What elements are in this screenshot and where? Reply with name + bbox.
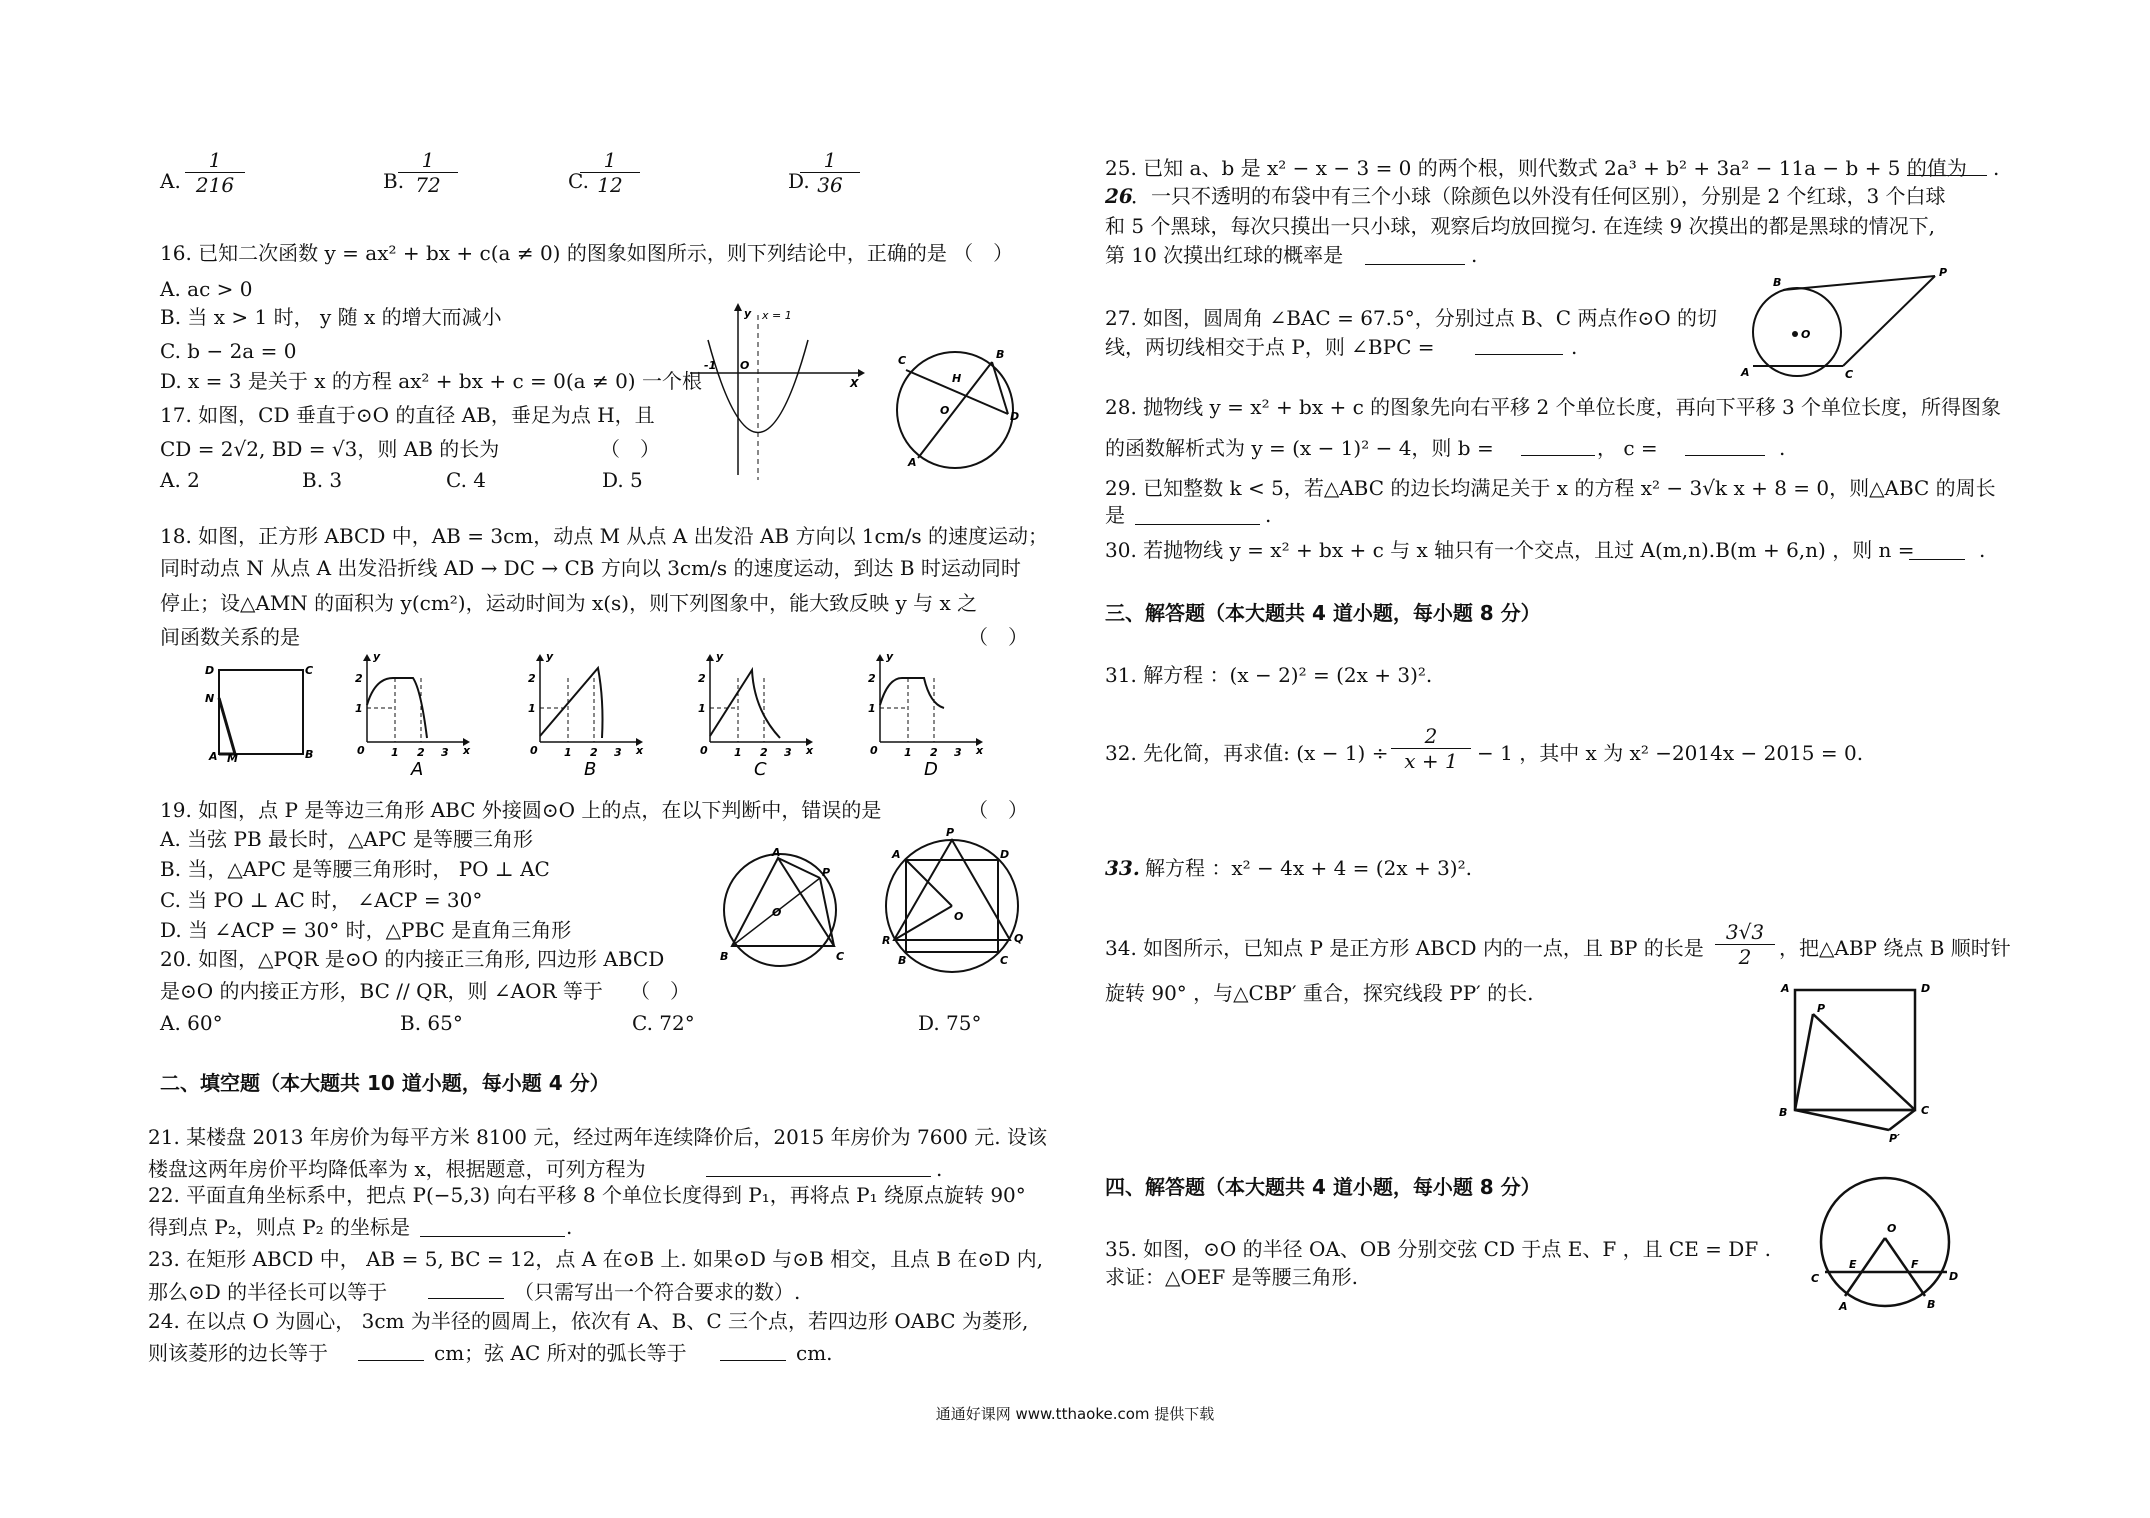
q17-line1: 17. 如图，CD 垂直于⊙O 的直径 AB，垂足为点 H，且 [160, 403, 655, 427]
q20-circle-diagram [880, 826, 1030, 980]
footer-text: 通通好课网 www.tthaoke.com 提供下载 [935, 1405, 1215, 1423]
q28-answer-blank-c[interactable] [1685, 455, 1765, 456]
q18-sq-a: A [209, 750, 218, 763]
q18-graph-x-label: x [806, 744, 814, 757]
q18-graph-b [528, 650, 648, 780]
q27-label-c: C [1845, 368, 1854, 381]
q27-line2: 线，两切线相交于点 P，则 ∠BPC = [1105, 335, 1435, 359]
q24-unit2: cm. [796, 1341, 833, 1365]
q34-square-diagram [1765, 980, 1945, 1145]
q18-graph-tick-x1: 1 [904, 746, 912, 759]
q18-graph-tick-y2: 2 [528, 672, 536, 685]
q20-option-b: B. 65° [400, 1011, 463, 1035]
q18-square-diagram [205, 662, 315, 765]
q15-b-num: 1 [398, 148, 458, 173]
q28-mid: ， c = [1597, 436, 1658, 460]
q35-label-e: E [1849, 1258, 1857, 1271]
q17-label-c: C [898, 354, 907, 367]
q22-answer-blank[interactable] [420, 1236, 565, 1237]
q20-line2: 是⊙O 的内接正方形，BC // QR，则 ∠AOR 等于 [160, 979, 603, 1003]
q27-answer-blank[interactable] [1475, 354, 1563, 355]
q18-line1: 18. 如图，正方形 ABCD 中，AB = 3cm，动点 M 从点 A 出发沿 AB 方向以 1cm/s 的速度运动； [160, 524, 1049, 548]
q17-option-b: B. 3 [302, 468, 343, 492]
q27-tangent-diagram [1735, 266, 1965, 381]
q16-graph-line-label: x = 1 [762, 309, 792, 322]
q15-option-d-fraction [800, 148, 860, 197]
q22-line1: 22. 平面直角坐标系中，把点 P(−5,3) 向右平移 8 个单位长度得到 P₁，再将点 P₁ 绕原点旋转 90° [148, 1183, 1026, 1207]
q19-option-b: B. 当，△APC 是等腰三角形时， PO ⊥ AC [160, 857, 550, 881]
q16-graph-minus1: -1 [704, 359, 717, 372]
q18-graph-name-d: D [924, 759, 938, 780]
q19-label-p: P [822, 866, 831, 879]
q30-text: 30. 若抛物线 y = x² + bx + c 与 x 轴只有一个交点，且过 A(m,n).B(m + 6,n) ，则 n = [1105, 538, 1915, 562]
q18-graph-name-c: C [754, 759, 767, 780]
q18-graph-tick-y2: 2 [698, 672, 706, 685]
q18-graph-tick-x2: 2 [930, 746, 938, 759]
q20-label-o: O [954, 910, 964, 923]
q19-label-b: B [720, 950, 729, 963]
q22-line2: 得到点 P₂，则点 P₂ 的坐标是 [148, 1215, 411, 1239]
q18-paren: （ ） [968, 625, 1028, 649]
q18-sq-m: M [227, 752, 238, 765]
q18-graph-tick-x3: 3 [441, 746, 449, 759]
q18-graph-x-label: x [976, 744, 984, 757]
q33-number: 33. [1105, 856, 1140, 880]
q34-line2: 旋转 90° ，与△CBP′ 重合，探究线段 PP′ 的长. [1105, 981, 1534, 1005]
q29-line2: 是 [1105, 503, 1125, 527]
q35-line2: 求证：△OEF 是等腰三角形. [1105, 1265, 1358, 1289]
q23-answer-blank[interactable] [428, 1298, 504, 1299]
q20-label-p: P [946, 826, 955, 839]
q20-option-d: D. 75° [918, 1011, 982, 1035]
q35-label-c: C [1811, 1272, 1820, 1285]
q24-answer-blank-1[interactable] [358, 1360, 424, 1361]
q23-line1: 23. 在矩形 ABCD 中， AB = 5, BC = 12，点 A 在⊙B 上. 如果⊙D 与⊙B 相交，且点 B 在⊙D 内, [148, 1247, 1043, 1271]
q16-option-d: D. x = 3 是关于 x 的方程 ax² + bx + c = 0(a ≠ 0) 一个根 [160, 369, 702, 393]
q19-option-c: C. 当 PO ⊥ AC 时， ∠ACP = 30° [160, 888, 483, 912]
q16-graph-y-label: y [744, 307, 752, 320]
q35-line1: 35. 如图，⊙O 的半径 OA、OB 分别交弦 CD 于点 E、F ，且 CE = DF . [1105, 1237, 1771, 1261]
q15-a-den: 216 [195, 173, 235, 197]
q29-answer-blank[interactable] [1135, 524, 1260, 525]
section4-heading: 四、解答题（本大题共 4 道小题，每小题 8 分） [1105, 1175, 1541, 1199]
q20-paren: （ ） [630, 979, 690, 1003]
q18-line2: 同时动点 N 从点 A 出发沿折线 AD → DC → CB 方向以 3cm/s 的速度运动，到达 B 时运动同时 [160, 556, 1021, 580]
q34-label-b: B [1779, 1106, 1788, 1119]
q19-circle-diagram [720, 846, 850, 970]
q20-option-a: A. 60° [160, 1011, 223, 1035]
q19-option-d: D. 当 ∠ACP = 30° 时，△PBC 是直角三角形 [160, 918, 572, 942]
q34-label-d: D [1921, 982, 1931, 995]
q19-label-o: O [772, 906, 782, 919]
q18-graph-tick-x1: 1 [391, 746, 399, 759]
q20-label-a: A [892, 848, 901, 861]
q18-graph-tick-y2: 2 [868, 672, 876, 685]
q18-sq-d: D [205, 664, 215, 677]
q16-graph-x-label: X [850, 377, 859, 390]
q34-num: 3√3 [1715, 920, 1775, 945]
q15-a-num: 1 [185, 148, 245, 173]
q15-option-b-fraction [398, 148, 458, 197]
section3-heading: 三、解答题（本大题共 4 道小题，每小题 8 分） [1105, 601, 1541, 625]
q17-label-o: O [940, 404, 950, 417]
q23-line2: 那么⊙D 的半径长可以等于 [148, 1280, 388, 1304]
q34-pre: 34. 如图所示，已知点 P 是正方形 ABCD 内的一点，且 BP 的长是 [1105, 936, 1704, 960]
q15-b-den: 72 [415, 173, 441, 197]
q28-end: . [1779, 436, 1786, 460]
q20-label-b: B [898, 954, 907, 967]
q16-option-b: B. 当 x > 1 时， y 随 x 的增大而减小 [160, 305, 502, 329]
q20-label-d: D [1000, 848, 1010, 861]
q18-line3: 停止；设△AMN 的面积为 y(cm²)，运动时间为 x(s)，则下列图象中，能大致反映 y 与 x 之 [160, 591, 978, 615]
q16-graph-o: O [740, 359, 750, 372]
q32-den: x + 1 [1404, 749, 1458, 773]
q21-end: . [936, 1157, 943, 1181]
q27-line1: 27. 如图，圆周角 ∠BAC = 67.5°，分别过点 B、C 两点作⊙O 的切 [1105, 306, 1717, 330]
q18-graph-tick-x2: 2 [417, 746, 425, 759]
q19-label-a: A [772, 846, 781, 859]
q18-graph-tick-y1: 1 [355, 702, 363, 715]
q27-label-o: O [1801, 328, 1811, 341]
q34-fraction [1715, 920, 1775, 969]
q18-graph-c [698, 650, 818, 780]
q18-graph-origin: 0 [700, 744, 708, 757]
section2-heading: 二、填空题（本大题共 10 道小题，每小题 4 分） [160, 1071, 610, 1095]
q27-label-p: P [1939, 266, 1948, 279]
q19-label-c: C [836, 950, 845, 963]
q23-line2b: （只需写出一个符合要求的数）. [514, 1280, 801, 1304]
q18-graph-tick-x1: 1 [734, 746, 742, 759]
q18-graph-name-a: A [411, 759, 424, 780]
q32-pre: 32. 先化简，再求值: (x − 1) ÷ [1105, 741, 1389, 765]
q15-option-a-label: A. [160, 169, 181, 193]
q17-option-a: A. 2 [160, 468, 200, 492]
q32-post: − 1 ，其中 x 为 x² −2014x − 2015 = 0. [1477, 741, 1864, 765]
q22-end: . [566, 1215, 573, 1239]
q18-graph-tick-y1: 1 [698, 702, 706, 715]
q18-graph-tick-x2: 2 [590, 746, 598, 759]
q18-graph-tick-x3: 3 [784, 746, 792, 759]
q32-num: 2 [1391, 724, 1471, 749]
q18-graph-y-label: y [716, 650, 724, 663]
q29-end: . [1265, 503, 1272, 527]
q17-label-h: H [952, 372, 962, 385]
q17-paren: （ ） [600, 437, 660, 461]
q26-answer-blank[interactable] [1365, 264, 1465, 265]
q21-line2: 楼盘这两年房价平均降低率为 x，根据题意，可列方程为 [148, 1157, 646, 1181]
q30-end: . [1979, 538, 1986, 562]
q15-option-c-label: C. [568, 169, 589, 193]
q24-answer-blank-2[interactable] [720, 1360, 786, 1361]
q18-graph-tick-y1: 1 [528, 702, 536, 715]
q17-option-c: C. 4 [446, 468, 487, 492]
q20-label-c: C [1000, 954, 1009, 967]
q18-graph-x-label: x [463, 744, 471, 757]
q27-label-b: B [1773, 276, 1782, 289]
q15-option-d-label: D. [788, 169, 810, 193]
q18-graph-a [355, 650, 475, 780]
q15-c-num: 1 [580, 148, 640, 173]
q18-graph-origin: 0 [530, 744, 538, 757]
q18-sq-c: C [305, 664, 314, 677]
q18-graph-origin: 0 [870, 744, 878, 757]
q24-unit1: cm；弦 AC 所对的弧长等于 [434, 1341, 687, 1365]
q35-label-d: D [1949, 1270, 1959, 1283]
q35-label-a: A [1839, 1300, 1848, 1313]
q24-line2: 则该菱形的边长等于 [148, 1341, 328, 1365]
q26-line2: 和 5 个黑球，每次只摸出一只小球，观察后均放回搅匀. 在连续 9 次摸出的都是黑球的情况下, [1105, 214, 1935, 238]
q25-text: 25. 已知 a、b 是 x² − x − 3 = 0 的两个根，则代数式 2a³ + b² + 3a² − 11a − b + 5 的值为 [1105, 156, 1967, 180]
q34-post: ，把△ABP 绕点 B 顺时针 [1779, 936, 2011, 960]
q15-c-den: 12 [597, 173, 623, 197]
q17-line2: CD = 2√2, BD = √3，则 AB 的长为 [160, 437, 500, 461]
q27-end: . [1571, 335, 1578, 359]
q15-option-a-fraction [185, 148, 245, 197]
q18-graph-x-label: x [636, 744, 644, 757]
q34-den: 2 [1738, 945, 1752, 969]
q16-option-c: C. b − 2a = 0 [160, 339, 297, 363]
q30-answer-blank[interactable] [1909, 559, 1965, 560]
q28-answer-blank-b[interactable] [1521, 455, 1595, 456]
q16-stem: 16. 已知二次函数 y = ax² + bx + c(a ≠ 0) 的图象如图所示，则下列结论中，正确的是 （ ） [160, 241, 1014, 265]
q33-text: 解方程 ：x² − 4x + 4 = (2x + 3)². [1145, 856, 1472, 880]
q17-label-d: D [1010, 410, 1020, 423]
q16-parabola-graph [690, 305, 860, 485]
q15-d-num: 1 [800, 148, 860, 173]
q18-graph-d [868, 650, 988, 780]
q21-line1: 21. 某楼盘 2013 年房价为每平方米 8100 元，经过两年连续降价后，2015 年房价为 7600 元. 设该 [148, 1125, 1047, 1149]
q18-graph-y-label: y [886, 650, 894, 663]
q26-end: . [1471, 243, 1478, 267]
q34-label-c: C [1921, 1104, 1930, 1117]
q18-graph-tick-x3: 3 [954, 746, 962, 759]
q18-graph-tick-x3: 3 [614, 746, 622, 759]
q18-graph-y-label: y [546, 650, 554, 663]
q17-label-b: B [996, 348, 1005, 361]
q16-option-a: A. ac > 0 [160, 277, 253, 301]
q18-graph-name-b: B [584, 759, 597, 780]
q18-graph-tick-y2: 2 [355, 672, 363, 685]
q20-label-q: Q [1014, 932, 1024, 945]
q32-fraction [1391, 724, 1471, 773]
q18-sq-b: B [305, 748, 314, 761]
q29-line1: 29. 已知整数 k < 5，若△ABC 的边长均满足关于 x 的方程 x² − 3√k x + 8 = 0，则△ABC 的周长 [1105, 476, 1996, 500]
q18-graph-tick-x1: 1 [564, 746, 572, 759]
q18-graph-y-label: y [373, 650, 381, 663]
q19-stem: 19. 如图，点 P 是等边三角形 ABC 外接圆⊙O 上的点，在以下判断中，错误的是 [160, 798, 882, 822]
q27-label-a: A [1741, 366, 1750, 379]
q20-label-r: R [882, 934, 891, 947]
q31-text: 31. 解方程 ：(x − 2)² = (2x + 3)². [1105, 663, 1433, 687]
q35-label-f: F [1911, 1258, 1919, 1271]
q35-label-b: B [1927, 1298, 1936, 1311]
q28-line2: 的函数解析式为 y = (x − 1)² − 4，则 b = [1105, 436, 1494, 460]
q26-line3: 第 10 次摸出红球的概率是 [1105, 243, 1344, 267]
q17-option-d: D. 5 [602, 468, 643, 492]
q15-d-den: 36 [817, 173, 843, 197]
q24-line1: 24. 在以点 O 为圆心， 3cm 为半径的圆周上，依次有 A、B、C 三个点，若四边形 OABC 为菱形, [148, 1309, 1029, 1333]
q19-paren: （ ） [968, 798, 1028, 822]
q18-sq-n: N [205, 692, 215, 705]
q18-graph-tick-x2: 2 [760, 746, 768, 759]
q26-number: 26 [1105, 184, 1133, 208]
q15-option-b-label: B. [383, 169, 405, 193]
q15-option-c-fraction [580, 148, 640, 197]
q18-graph-tick-y1: 1 [868, 702, 876, 715]
q34-label-p: P [1817, 1002, 1826, 1015]
q25-end: . [1993, 156, 2000, 180]
q17-circle-diagram [890, 340, 1020, 470]
q34-label-a: A [1781, 982, 1790, 995]
q25-answer-blank[interactable] [1907, 175, 1987, 176]
q35-circle-diagram [1805, 1170, 1965, 1315]
q17-label-a: A [908, 456, 917, 469]
q26-line1: ．一只不透明的布袋中有三个小球（除颜色以外没有任何区别），分别是 2 个红球，3 个白球 [1131, 184, 1946, 208]
q20-option-c: C. 72° [632, 1011, 695, 1035]
q18-line4: 间函数关系的是 [160, 625, 300, 649]
q19-option-a: A. 当弦 PB 最长时，△APC 是等腰三角形 [160, 827, 533, 851]
q18-graph-origin: 0 [357, 744, 365, 757]
q20-line1: 20. 如图，△PQR 是⊙O 的内接正三角形, 四边形 ABCD [160, 947, 665, 971]
q35-label-o: O [1887, 1222, 1897, 1235]
q28-line1: 28. 抛物线 y = x² + bx + c 的图象先向右平移 2 个单位长度，再向下平移 3 个单位长度，所得图象 [1105, 395, 2002, 419]
q21-answer-blank[interactable] [706, 1176, 931, 1177]
q34-label-pp: P′ [1889, 1132, 1900, 1145]
